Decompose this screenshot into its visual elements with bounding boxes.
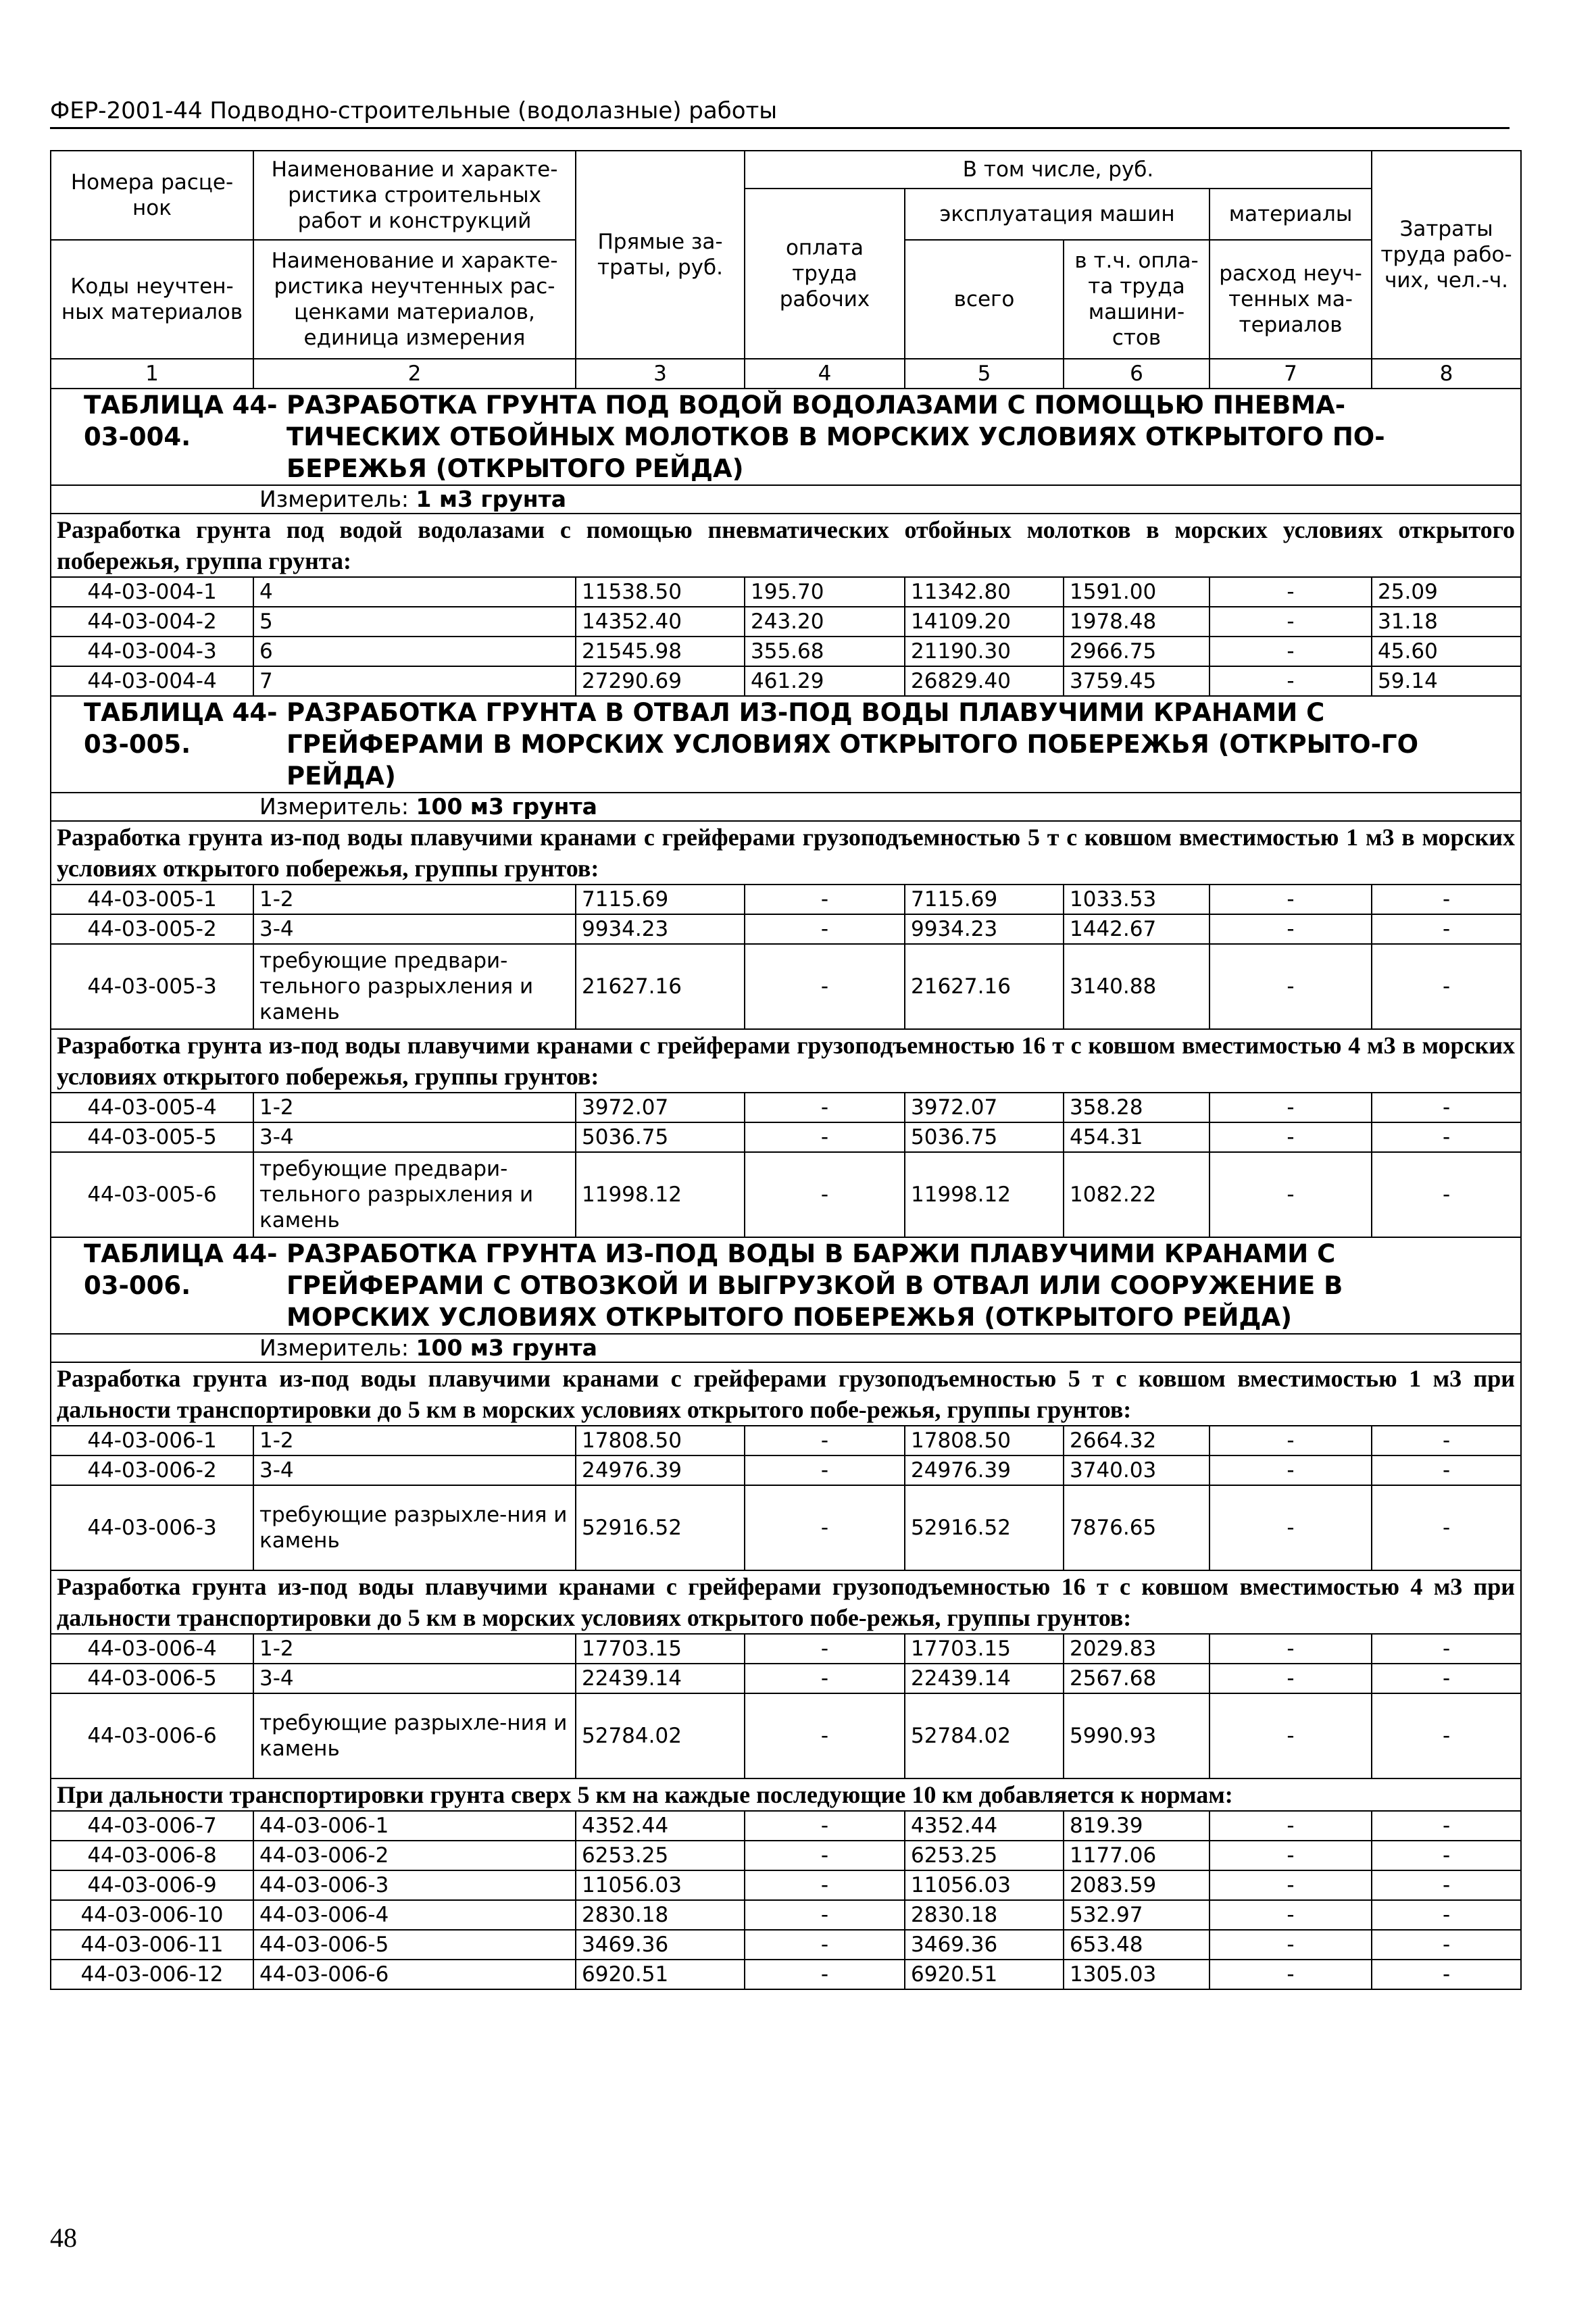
cell-machines-total: 17703.15 bbox=[905, 1634, 1064, 1664]
cell-labor-pay: - bbox=[745, 1900, 905, 1930]
cell-rate-code: 44-03-006-11 bbox=[51, 1930, 253, 1960]
cell-rate-code: 44-03-006-12 bbox=[51, 1960, 253, 1989]
group-heading: Разработка грунта из-под воды плавучими кранами с грейферами грузоподъемностью 16 т с ковшом вместимостью 4 м3 в морских условиях открытого побережья, группы грунтов: bbox=[51, 1029, 1521, 1093]
group-heading-row bbox=[51, 514, 1521, 577]
cell-labor-hours: - bbox=[1372, 1485, 1521, 1570]
cell-direct-costs: 2830.18 bbox=[576, 1900, 745, 1930]
cell-labor-pay: - bbox=[745, 1426, 905, 1455]
table-row bbox=[51, 1811, 1521, 1841]
cell-machines-total: 21627.16 bbox=[905, 944, 1064, 1029]
table-row bbox=[51, 885, 1521, 914]
col7-header: расход неуч-тенных ма-териалов bbox=[1210, 240, 1372, 359]
column-number: 6 bbox=[1064, 359, 1210, 389]
cell-machinists-pay: 7876.65 bbox=[1064, 1485, 1210, 1570]
cell-direct-costs: 22439.14 bbox=[576, 1664, 745, 1693]
cell-machinists-pay: 454.31 bbox=[1064, 1122, 1210, 1152]
table-row bbox=[51, 1634, 1521, 1664]
cell-rate-code: 44-03-006-5 bbox=[51, 1664, 253, 1693]
cell-machines-total: 4352.44 bbox=[905, 1811, 1064, 1841]
cell-labor-hours: - bbox=[1372, 1426, 1521, 1455]
cell-machines-total: 9934.23 bbox=[905, 914, 1064, 944]
cell-machines-total: 52784.02 bbox=[905, 1693, 1064, 1778]
cell-materials-use: - bbox=[1210, 1152, 1372, 1237]
cell-machinists-pay: 3740.03 bbox=[1064, 1455, 1210, 1485]
cell-direct-costs: 17703.15 bbox=[576, 1634, 745, 1664]
cell-direct-costs: 21627.16 bbox=[576, 944, 745, 1029]
col2-bottom-header: Наименование и характе-ристика неучтенных рас-ценками материалов, единица измерения bbox=[253, 240, 576, 359]
cell-labor-hours: - bbox=[1372, 944, 1521, 1029]
col4-header: оплата труда рабочих bbox=[745, 189, 905, 359]
col8-header: Затраты труда рабо-чих, чел.-ч. bbox=[1372, 151, 1521, 359]
unit-row bbox=[51, 793, 1521, 821]
cell-rate-code: 44-03-006-3 bbox=[51, 1485, 253, 1570]
cell-rate-code: 44-03-004-2 bbox=[51, 607, 253, 637]
table-row bbox=[51, 1870, 1521, 1900]
cell-labor-pay: - bbox=[745, 1664, 905, 1693]
cell-labor-hours: - bbox=[1372, 1811, 1521, 1841]
cell-materials-use: - bbox=[1210, 1930, 1372, 1960]
cell-machines-total: 17808.50 bbox=[905, 1426, 1064, 1455]
cell-rate-code: 44-03-005-5 bbox=[51, 1122, 253, 1152]
cell-direct-costs: 9934.23 bbox=[576, 914, 745, 944]
table-heading: РАЗРАБОТКА ГРУНТА ИЗ-ПОД ВОДЫ В БАРЖИ ПЛАВУЧИМИ КРАНАМИ С ГРЕЙФЕРАМИ С ОТВОЗКОЙ И ВЫГРУЗКОЙ В ОТВАЛ ИЛИ СООРУЖЕНИЕ В МОРСКИХ УСЛОВИЯХ ОТКРЫТОГО ПОБЕРЕЖЬЯ (ОТКРЫТОГО РЕЙДА) bbox=[286, 1239, 1343, 1332]
cell-work-name: требующие разрыхле-ния и камень bbox=[253, 1485, 576, 1570]
cell-machinists-pay: 1033.53 bbox=[1064, 885, 1210, 914]
unit-line bbox=[259, 793, 1515, 820]
cell-machinists-pay: 3759.45 bbox=[1064, 666, 1210, 696]
cell-labor-pay: - bbox=[745, 914, 905, 944]
cell-materials-use: - bbox=[1210, 1634, 1372, 1664]
cell-labor-hours: - bbox=[1372, 1152, 1521, 1237]
cell-labor-pay: - bbox=[745, 885, 905, 914]
cell-machines-total: 11342.80 bbox=[905, 577, 1064, 607]
group-heading: Разработка грунта из-под воды плавучими кранами с грейферами грузоподъемностью 16 т с ковшом вместимостью 4 м3 при дальности транспортировки до 5 км в морских условиях открытого побе-режья, группы грунтов: bbox=[51, 1570, 1521, 1634]
table-label: ТАБЛИЦА 44-03-006. bbox=[84, 1239, 278, 1300]
cell-materials-use: - bbox=[1210, 607, 1372, 637]
cell-machines-total: 14109.20 bbox=[905, 607, 1064, 637]
cell-machinists-pay: 532.97 bbox=[1064, 1900, 1210, 1930]
cell-work-name: 1-2 bbox=[253, 1426, 576, 1455]
cell-work-name: 3-4 bbox=[253, 1122, 576, 1152]
cell-machinists-pay: 5990.93 bbox=[1064, 1693, 1210, 1778]
cell-labor-hours: 25.09 bbox=[1372, 577, 1521, 607]
cell-machinists-pay: 1177.06 bbox=[1064, 1841, 1210, 1870]
cell-work-name: 3-4 bbox=[253, 1664, 576, 1693]
cell-labor-hours: - bbox=[1372, 1634, 1521, 1664]
table-label: ТАБЛИЦА 44-03-004. bbox=[84, 391, 278, 451]
cell-rate-code: 44-03-006-4 bbox=[51, 1634, 253, 1664]
cell-materials-use: - bbox=[1210, 1693, 1372, 1778]
cell-materials-use: - bbox=[1210, 577, 1372, 607]
cell-rate-code: 44-03-006-8 bbox=[51, 1841, 253, 1870]
cell-machines-total: 3469.36 bbox=[905, 1930, 1064, 1960]
table-row bbox=[51, 1960, 1521, 1989]
cell-machines-total: 5036.75 bbox=[905, 1122, 1064, 1152]
cell-labor-pay: - bbox=[745, 1485, 905, 1570]
table-row bbox=[51, 637, 1521, 666]
cell-machinists-pay: 1082.22 bbox=[1064, 1152, 1210, 1237]
cell-labor-pay: - bbox=[745, 1811, 905, 1841]
cell-work-name: 7 bbox=[253, 666, 576, 696]
table-row bbox=[51, 666, 1521, 696]
cell-direct-costs: 17808.50 bbox=[576, 1426, 745, 1455]
table-title bbox=[57, 697, 1515, 792]
cell-labor-pay: - bbox=[745, 1634, 905, 1664]
col1-top-header: Номера расце-нок bbox=[51, 151, 253, 240]
cell-work-name: 3-4 bbox=[253, 1455, 576, 1485]
cell-machines-total: 26829.40 bbox=[905, 666, 1064, 696]
group-heading-row bbox=[51, 1362, 1521, 1426]
cell-work-name: 44-03-006-5 bbox=[253, 1930, 576, 1960]
cell-materials-use: - bbox=[1210, 885, 1372, 914]
cell-rate-code: 44-03-006-7 bbox=[51, 1811, 253, 1841]
cell-direct-costs: 7115.69 bbox=[576, 885, 745, 914]
cell-labor-pay: - bbox=[745, 1841, 905, 1870]
column-numbers-row bbox=[51, 359, 1521, 389]
table-title bbox=[57, 1238, 1515, 1333]
group-heading-row bbox=[51, 821, 1521, 885]
unit-label: Измеритель: bbox=[259, 1335, 409, 1361]
table-row bbox=[51, 1900, 1521, 1930]
column-number: 5 bbox=[905, 359, 1064, 389]
cell-machines-total: 24976.39 bbox=[905, 1455, 1064, 1485]
cell-labor-pay: 243.20 bbox=[745, 607, 905, 637]
cell-labor-hours: - bbox=[1372, 1870, 1521, 1900]
col3-header: Прямые за-траты, руб. bbox=[576, 151, 745, 359]
cell-machines-total: 7115.69 bbox=[905, 885, 1064, 914]
cell-work-name: 4 bbox=[253, 577, 576, 607]
cell-machinists-pay: 2567.68 bbox=[1064, 1664, 1210, 1693]
table-title-row bbox=[51, 1237, 1521, 1334]
cell-machinists-pay: 358.28 bbox=[1064, 1093, 1210, 1122]
column-number: 2 bbox=[253, 359, 576, 389]
group-heading: Разработка грунта из-под воды плавучими кранами с грейферами грузоподъемностью 5 т с ковшом вместимостью 1 м3 при дальности транспортировки до 5 км в морских условиях открытого побе-режья, группы грунтов: bbox=[51, 1362, 1521, 1426]
col2-top-header: Наименование и характе-ристика строительных работ и конструкций bbox=[253, 151, 576, 240]
cell-direct-costs: 4352.44 bbox=[576, 1811, 745, 1841]
cell-direct-costs: 52916.52 bbox=[576, 1485, 745, 1570]
cell-rate-code: 44-03-006-9 bbox=[51, 1870, 253, 1900]
cell-materials-use: - bbox=[1210, 944, 1372, 1029]
cell-labor-hours: - bbox=[1372, 1900, 1521, 1930]
cell-materials-use: - bbox=[1210, 1960, 1372, 1989]
cell-labor-hours: - bbox=[1372, 1122, 1521, 1152]
column-number: 1 bbox=[51, 359, 253, 389]
cell-labor-pay: - bbox=[745, 1122, 905, 1152]
included-group-header: В том числе, руб. bbox=[745, 151, 1372, 189]
cell-materials-use: - bbox=[1210, 1664, 1372, 1693]
cell-machines-total: 11056.03 bbox=[905, 1870, 1064, 1900]
cell-rate-code: 44-03-006-2 bbox=[51, 1455, 253, 1485]
group-heading: Разработка грунта из-под воды плавучими кранами с грейферами грузоподъемностью 5 т с ковшом вместимостью 1 м3 в морских условиях открытого побережья, группы грунтов: bbox=[51, 821, 1521, 885]
page-header: ФЕР-2001-44 Подводно-строительные (водолазные) работы bbox=[50, 95, 1510, 129]
cell-labor-hours: - bbox=[1372, 1930, 1521, 1960]
table-row bbox=[51, 1841, 1521, 1870]
cell-machines-total: 6253.25 bbox=[905, 1841, 1064, 1870]
table-row bbox=[51, 1664, 1521, 1693]
table-row bbox=[51, 577, 1521, 607]
cell-machines-total: 52916.52 bbox=[905, 1485, 1064, 1570]
column-number: 8 bbox=[1372, 359, 1521, 389]
cell-work-name: 1-2 bbox=[253, 1093, 576, 1122]
unit-value: 100 м3 грунта bbox=[416, 1335, 597, 1361]
cell-labor-hours: 31.18 bbox=[1372, 607, 1521, 637]
cell-machinists-pay: 2966.75 bbox=[1064, 637, 1210, 666]
cell-labor-hours: - bbox=[1372, 1693, 1521, 1778]
cell-materials-use: - bbox=[1210, 1122, 1372, 1152]
cell-materials-use: - bbox=[1210, 1811, 1372, 1841]
cell-work-name: 1-2 bbox=[253, 885, 576, 914]
cell-machinists-pay: 653.48 bbox=[1064, 1930, 1210, 1960]
cell-rate-code: 44-03-005-2 bbox=[51, 914, 253, 944]
cell-direct-costs: 3972.07 bbox=[576, 1093, 745, 1122]
cell-direct-costs: 6253.25 bbox=[576, 1841, 745, 1870]
cell-materials-use: - bbox=[1210, 1455, 1372, 1485]
cell-machinists-pay: 2083.59 bbox=[1064, 1870, 1210, 1900]
cell-machinists-pay: 819.39 bbox=[1064, 1811, 1210, 1841]
cell-labor-pay: 355.68 bbox=[745, 637, 905, 666]
table-row bbox=[51, 1930, 1521, 1960]
cell-labor-hours: - bbox=[1372, 914, 1521, 944]
cell-materials-use: - bbox=[1210, 1426, 1372, 1455]
column-number: 3 bbox=[576, 359, 745, 389]
table-heading: РАЗРАБОТКА ГРУНТА ПОД ВОДОЙ ВОДОЛАЗАМИ С ПОМОЩЬЮ ПНЕВМА-ТИЧЕСКИХ ОТБОЙНЫХ МОЛОТКОВ В МОРСКИХ УСЛОВИЯХ ОТКРЫТОГО ПО-БЕРЕЖЬЯ (ОТКРЫТОГО РЕЙДА) bbox=[286, 391, 1385, 483]
cell-direct-costs: 11538.50 bbox=[576, 577, 745, 607]
cell-direct-costs: 11998.12 bbox=[576, 1152, 745, 1237]
group-heading: При дальности транспортировки грунта сверх 5 км на каждые последующие 10 км добавляется к нормам: bbox=[51, 1778, 1521, 1811]
unit-line bbox=[259, 486, 1515, 513]
cell-labor-hours: 59.14 bbox=[1372, 666, 1521, 696]
unit-row bbox=[51, 485, 1521, 514]
cell-labor-pay: - bbox=[745, 1093, 905, 1122]
table-row bbox=[51, 944, 1521, 1029]
cell-work-name: требующие предвари-тельного разрыхления и камень bbox=[253, 944, 576, 1029]
cell-machinists-pay: 1591.00 bbox=[1064, 577, 1210, 607]
cell-direct-costs: 52784.02 bbox=[576, 1693, 745, 1778]
col1-bottom-header: Коды неучтен-ных материалов bbox=[51, 240, 253, 359]
cell-work-name: 44-03-006-1 bbox=[253, 1811, 576, 1841]
cell-rate-code: 44-03-006-6 bbox=[51, 1693, 253, 1778]
group-heading-row bbox=[51, 1778, 1521, 1811]
cell-labor-pay: - bbox=[745, 1152, 905, 1237]
cell-machines-total: 6920.51 bbox=[905, 1960, 1064, 1989]
cell-work-name: 1-2 bbox=[253, 1634, 576, 1664]
table-heading: РАЗРАБОТКА ГРУНТА В ОТВАЛ ИЗ-ПОД ВОДЫ ПЛАВУЧИМИ КРАНАМИ С ГРЕЙФЕРАМИ В МОРСКИХ УСЛОВИЯХ ОТКРЫТОГО ПОБЕРЕЖЬЯ (ОТКРЫТО-ГО РЕЙДА) bbox=[286, 698, 1419, 791]
materials-group-header: материалы bbox=[1210, 189, 1372, 240]
cell-labor-pay: 195.70 bbox=[745, 577, 905, 607]
group-heading: Разработка грунта под водой водолазами с помощью пневматических отбойных молотков в морских условиях открытого побережья, группа грунта: bbox=[51, 514, 1521, 577]
cell-materials-use: - bbox=[1210, 914, 1372, 944]
group-heading-row bbox=[51, 1029, 1521, 1093]
cell-direct-costs: 5036.75 bbox=[576, 1122, 745, 1152]
machines-group-header: эксплуатация машин bbox=[905, 189, 1210, 240]
table-row bbox=[51, 1455, 1521, 1485]
cell-work-name: 6 bbox=[253, 637, 576, 666]
cell-rate-code: 44-03-006-1 bbox=[51, 1426, 253, 1455]
cell-rate-code: 44-03-005-4 bbox=[51, 1093, 253, 1122]
table-row bbox=[51, 1426, 1521, 1455]
cell-labor-pay: - bbox=[745, 1693, 905, 1778]
table-row bbox=[51, 1485, 1521, 1570]
cell-direct-costs: 14352.40 bbox=[576, 607, 745, 637]
cell-materials-use: - bbox=[1210, 666, 1372, 696]
unit-label: Измеритель: bbox=[259, 793, 409, 820]
cell-labor-pay: - bbox=[745, 944, 905, 1029]
cell-machinists-pay: 2664.32 bbox=[1064, 1426, 1210, 1455]
unit-value: 100 м3 грунта bbox=[416, 793, 597, 820]
table-title-row bbox=[51, 696, 1521, 793]
col6-header: в т.ч. опла-та труда машини-стов bbox=[1064, 240, 1210, 359]
cell-machinists-pay: 2029.83 bbox=[1064, 1634, 1210, 1664]
table-row bbox=[51, 1093, 1521, 1122]
cell-work-name: требующие разрыхле-ния и камень bbox=[253, 1693, 576, 1778]
cell-direct-costs: 27290.69 bbox=[576, 666, 745, 696]
cell-rate-code: 44-03-005-6 bbox=[51, 1152, 253, 1237]
cell-work-name: требующие предвари-тельного разрыхления и камень bbox=[253, 1152, 576, 1237]
table-label: ТАБЛИЦА 44-03-005. bbox=[84, 698, 278, 759]
cell-labor-pay: - bbox=[745, 1455, 905, 1485]
cell-labor-pay: - bbox=[745, 1870, 905, 1900]
cell-machinists-pay: 1305.03 bbox=[1064, 1960, 1210, 1989]
unit-value: 1 м3 грунта bbox=[416, 486, 566, 512]
cell-labor-hours: 45.60 bbox=[1372, 637, 1521, 666]
cell-materials-use: - bbox=[1210, 1900, 1372, 1930]
column-number: 4 bbox=[745, 359, 905, 389]
cell-labor-pay: - bbox=[745, 1930, 905, 1960]
cell-materials-use: - bbox=[1210, 637, 1372, 666]
cell-machinists-pay: 1442.67 bbox=[1064, 914, 1210, 944]
table-row bbox=[51, 1693, 1521, 1778]
table-row bbox=[51, 1122, 1521, 1152]
table-row bbox=[51, 607, 1521, 637]
cell-machines-total: 21190.30 bbox=[905, 637, 1064, 666]
unit-label: Измеритель: bbox=[259, 486, 409, 512]
cell-labor-hours: - bbox=[1372, 885, 1521, 914]
cell-work-name: 3-4 bbox=[253, 914, 576, 944]
cell-labor-hours: - bbox=[1372, 1960, 1521, 1989]
col5-header: всего bbox=[905, 240, 1064, 359]
cell-rate-code: 44-03-005-1 bbox=[51, 885, 253, 914]
cell-direct-costs: 6920.51 bbox=[576, 1960, 745, 1989]
group-heading-row bbox=[51, 1570, 1521, 1634]
rates-table bbox=[50, 150, 1522, 1990]
table-row bbox=[51, 914, 1521, 944]
table-title-row bbox=[51, 389, 1521, 485]
cell-rate-code: 44-03-006-10 bbox=[51, 1900, 253, 1930]
cell-rate-code: 44-03-005-3 bbox=[51, 944, 253, 1029]
cell-labor-pay: - bbox=[745, 1960, 905, 1989]
cell-labor-pay: 461.29 bbox=[745, 666, 905, 696]
cell-machines-total: 2830.18 bbox=[905, 1900, 1064, 1930]
cell-direct-costs: 24976.39 bbox=[576, 1455, 745, 1485]
cell-machines-total: 3972.07 bbox=[905, 1093, 1064, 1122]
cell-machines-total: 11998.12 bbox=[905, 1152, 1064, 1237]
cell-labor-hours: - bbox=[1372, 1664, 1521, 1693]
cell-materials-use: - bbox=[1210, 1485, 1372, 1570]
table-title bbox=[57, 389, 1515, 484]
cell-machinists-pay: 3140.88 bbox=[1064, 944, 1210, 1029]
cell-work-name: 44-03-006-4 bbox=[253, 1900, 576, 1930]
cell-materials-use: - bbox=[1210, 1841, 1372, 1870]
cell-rate-code: 44-03-004-1 bbox=[51, 577, 253, 607]
cell-rate-code: 44-03-004-4 bbox=[51, 666, 253, 696]
unit-line bbox=[259, 1335, 1515, 1362]
column-number: 7 bbox=[1210, 359, 1372, 389]
cell-labor-hours: - bbox=[1372, 1093, 1521, 1122]
cell-materials-use: - bbox=[1210, 1870, 1372, 1900]
cell-direct-costs: 11056.03 bbox=[576, 1870, 745, 1900]
cell-labor-hours: - bbox=[1372, 1455, 1521, 1485]
table-row bbox=[51, 1152, 1521, 1237]
cell-machinists-pay: 1978.48 bbox=[1064, 607, 1210, 637]
cell-materials-use: - bbox=[1210, 1093, 1372, 1122]
cell-work-name: 44-03-006-2 bbox=[253, 1841, 576, 1870]
cell-machines-total: 22439.14 bbox=[905, 1664, 1064, 1693]
unit-row bbox=[51, 1334, 1521, 1362]
cell-labor-hours: - bbox=[1372, 1841, 1521, 1870]
page-number: 48 bbox=[50, 2222, 77, 2253]
cell-direct-costs: 21545.98 bbox=[576, 637, 745, 666]
cell-work-name: 44-03-006-3 bbox=[253, 1870, 576, 1900]
cell-rate-code: 44-03-004-3 bbox=[51, 637, 253, 666]
cell-work-name: 44-03-006-6 bbox=[253, 1960, 576, 1989]
cell-work-name: 5 bbox=[253, 607, 576, 637]
cell-direct-costs: 3469.36 bbox=[576, 1930, 745, 1960]
